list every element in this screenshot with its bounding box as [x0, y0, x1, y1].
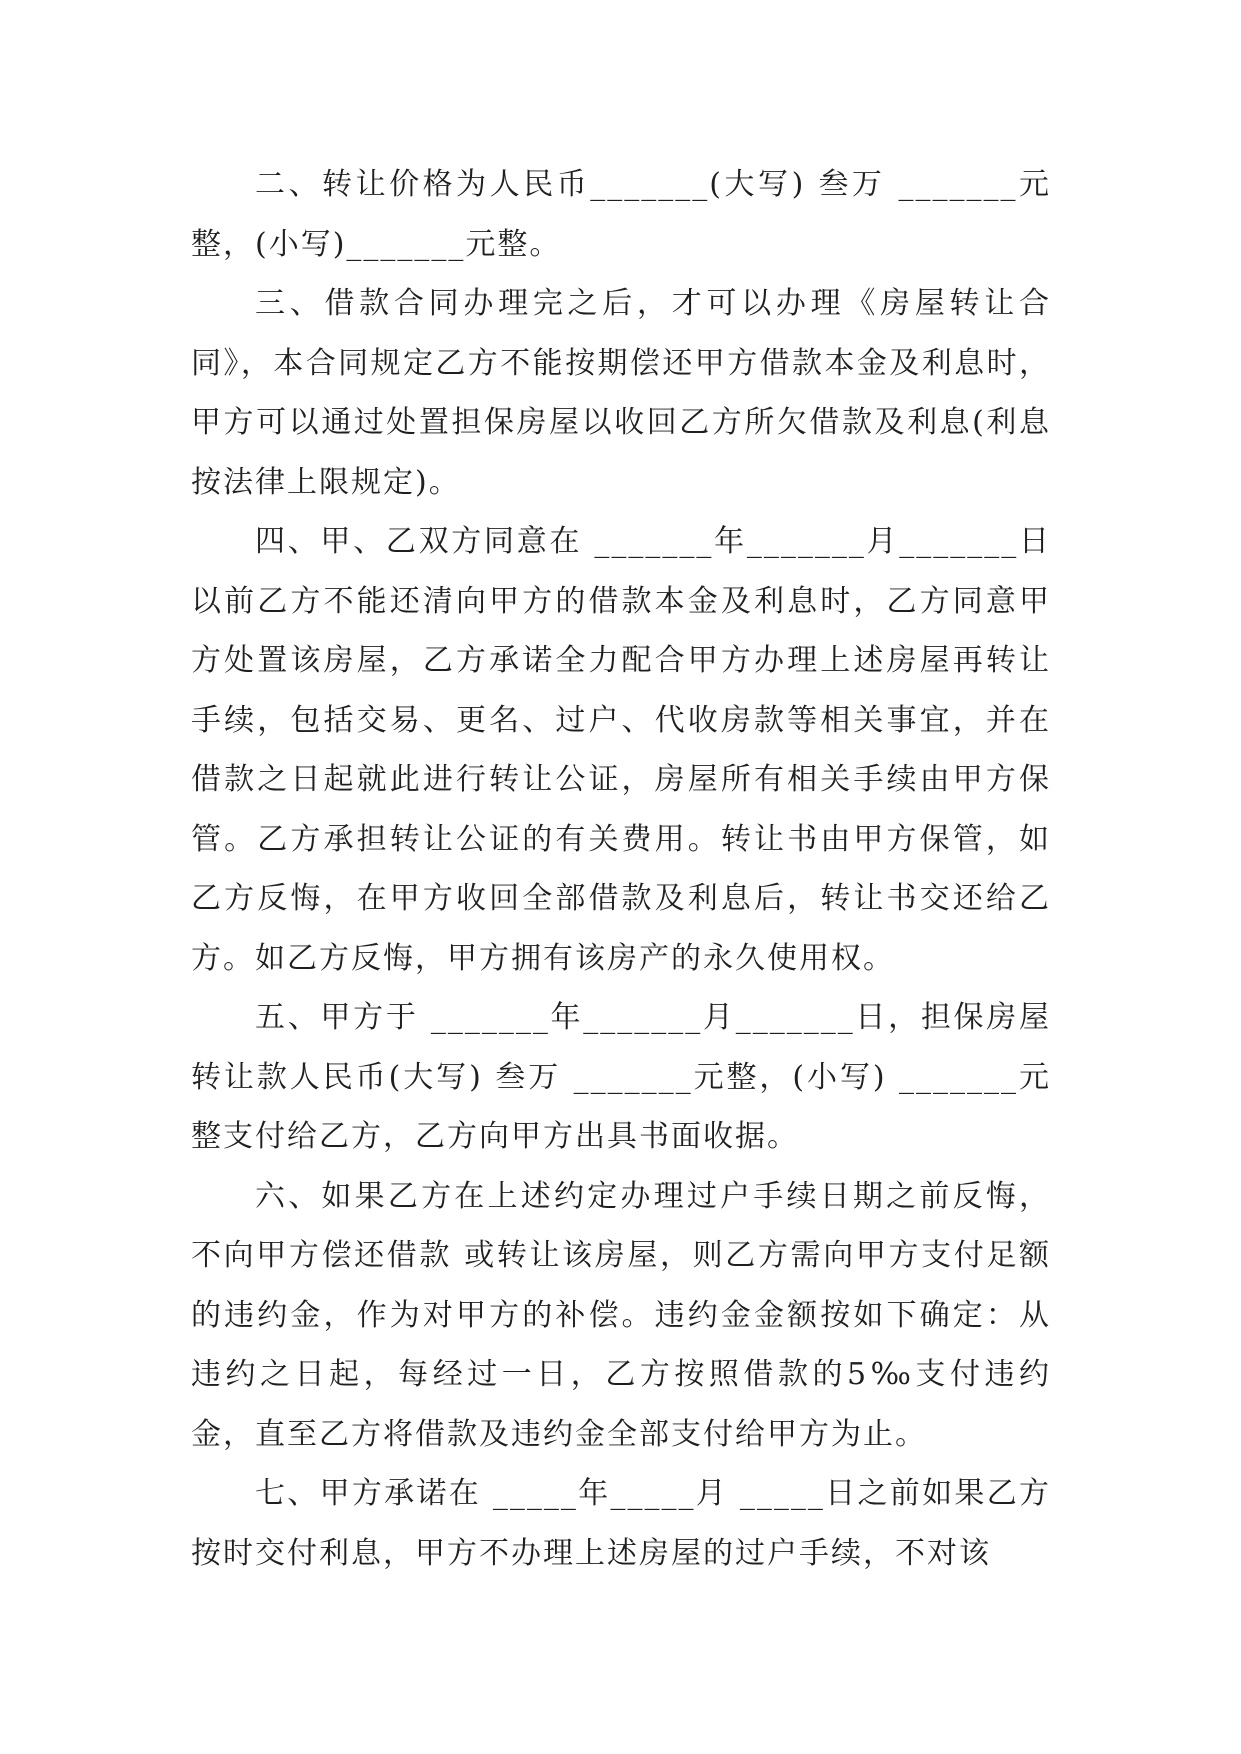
clause-3-disposal: 三、借款合同办理完之后，才可以办理《房屋转让合同》，本合同规定乙方不能按期偿还甲方借款本金及利息时，甲方可以通过处置担保房屋以收回乙方所欠借款及利息(利息按法律上限规定)。	[191, 286, 1051, 500]
clause-2-price: 二、转让价格为人民币_______(大写) 叁万 _______元整，(小写)_______元整。	[191, 167, 1051, 262]
clause-5-payment: 五、甲方于 _______年_______月_______日，担保房屋转让款人民币(大写) 叁万 _______元整，(小写) _______元整支付给乙方，乙方向甲方出具书面收据。	[191, 1000, 1051, 1154]
clause-6-penalty: 六、如果乙方在上述约定办理过户手续日期之前反悔，不向甲方偿还借款 或转让该房屋，则乙方需向甲方支付足额的违约金，作为对甲方的补偿。违约金金额按如下确定：从违约之日起，每经过一日，乙方按照借款的5‰支付违约金，直至乙方将借款及违约金全部支付给甲方为止。	[191, 1178, 1051, 1452]
document-body	[191, 155, 1051, 1583]
clause-7-commitment: 七、甲方承诺在 _____年_____月 _____日之前如果乙方按时交付利息，甲方不办理上述房屋的过户手续，不对该	[191, 1476, 1051, 1571]
clause-4-transfer-deadline: 四、甲、乙双方同意在 _______年_______月_______日以前乙方不能还清向甲方的借款本金及利息时，乙方同意甲方处置该房屋，乙方承诺全力配合甲方办理上述房屋再转让手续，包括交易、更名、过户、代收房款等相关事宜，并在借款之日起就此进行转让公证，房屋所有相关手续由甲方保管。乙方承担转让公证的有关费用。转让书由甲方保管，如乙方反悔，在甲方收回全部借款及利息后，转让书交还给乙方。如乙方反悔，甲方拥有该房产的永久使用权。	[191, 524, 1051, 976]
